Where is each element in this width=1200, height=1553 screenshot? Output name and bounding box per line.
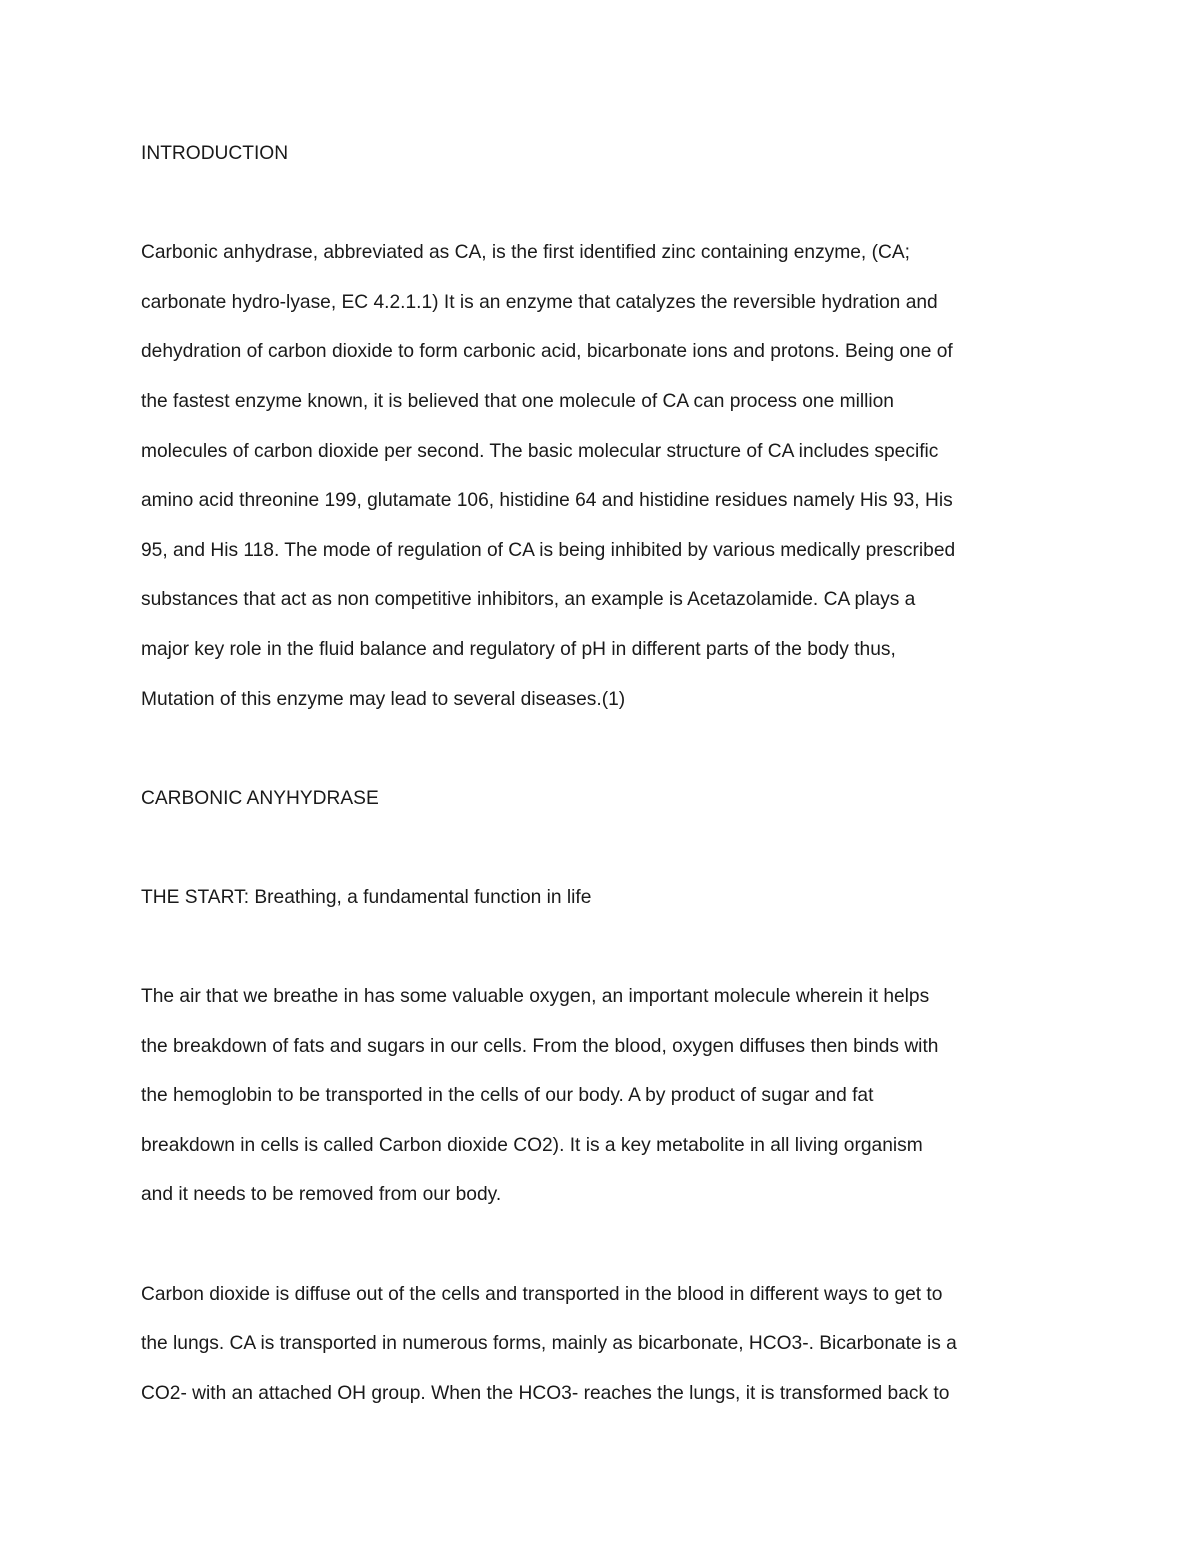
paragraph <box>141 972 1081 1220</box>
paragraph-line: the breakdown of fats and sugars in our cells. From the blood, oxygen diffuses then binds with <box>141 1035 939 1057</box>
heading-text: THE START: Breathing, a fundamental function in life <box>141 886 592 908</box>
paragraph-line: Mutation of this enzyme may lead to several diseases.(1) <box>141 688 626 710</box>
paragraph-line: the hemoglobin to be transported in the cells of our body. A by product of sugar and fat <box>141 1085 874 1107</box>
paragraph <box>141 228 1081 724</box>
paragraph-line: The air that we breathe in has some valuable oxygen, an important molecule wherein it helps <box>141 986 930 1008</box>
paragraph-spacer <box>141 923 1081 973</box>
paragraph-line: the lungs. CA is transported in numerous forms, mainly as bicarbonate, HCO3-. Bicarbonate is a <box>141 1333 957 1355</box>
paragraph-line: substances that act as non competitive inhibitors, an example is Acetazolamide. CA plays a <box>141 589 916 611</box>
paragraph-line: and it needs to be removed from our body. <box>141 1184 502 1206</box>
paragraph-line: dehydration of carbon dioxide to form carbonic acid, bicarbonate ions and protons. Being one of <box>141 341 953 363</box>
paragraph-line: breakdown in cells is called Carbon dioxide CO2). It is a key metabolite in all living organism <box>141 1134 923 1156</box>
paragraph-line: amino acid threonine 199, glutamate 106, histidine 64 and histidine residues namely His 93, His <box>141 490 953 512</box>
paragraph-line: molecules of carbon dioxide per second. The basic molecular structure of CA includes specific <box>141 440 939 462</box>
paragraph <box>141 1270 1081 1419</box>
heading-text: CARBONIC ANYHYDRASE <box>141 787 379 809</box>
paragraph-line: major key role in the fluid balance and regulatory of pH in different parts of the body thus, <box>141 638 896 660</box>
section-heading <box>141 774 1081 824</box>
paragraph-spacer <box>141 179 1081 229</box>
paragraph-spacer <box>141 823 1081 873</box>
paragraph-spacer <box>141 724 1081 774</box>
paragraph-line: Carbon dioxide is diffuse out of the cells and transported in the blood in different ways to get to <box>141 1283 943 1305</box>
paragraph-line: the fastest enzyme known, it is believed that one molecule of CA can process one million <box>141 390 894 412</box>
paragraph-spacer <box>141 1220 1081 1270</box>
heading-text: INTRODUCTION <box>141 143 289 164</box>
section-heading <box>141 129 1081 179</box>
document-body <box>141 129 1081 1418</box>
paragraph-line: CO2- with an attached OH group. When the HCO3- reaches the lungs, it is transformed back to <box>141 1382 950 1404</box>
paragraph-line: carbonate hydro-lyase, EC 4.2.1.1) It is an enzyme that catalyzes the reversible hydration and <box>141 291 938 313</box>
paragraph-line: 95, and His 118. The mode of regulation of CA is being inhibited by various medically prescribed <box>141 539 956 561</box>
section-heading <box>141 873 1081 923</box>
paragraph-line: Carbonic anhydrase, abbreviated as CA, is the first identified zinc containing enzyme, (CA; <box>141 242 910 264</box>
